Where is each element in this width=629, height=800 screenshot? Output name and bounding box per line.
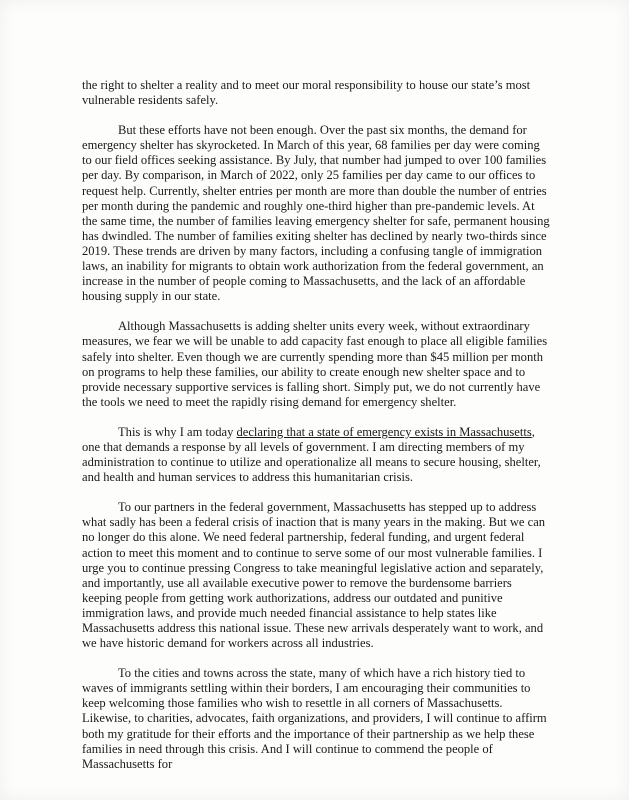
emergency-declaration-underlined: declaring that a state of emergency exists in Massachusetts bbox=[236, 424, 532, 439]
paragraph-shelter-demand: But these efforts have not been enough. Over the past six months, the demand for emergency shelter has skyrocketed. In March of this year, 68 families per day were coming to our field offices seeking assistance. By July, that number had jumped to over 100 families per day. By comparison, in March of 2022, only 25 families per day came to our offices to request help. Currently, shelter entries per month are more than double the number of entries per month during the pandemic and roughly one-third higher than pre-pandemic levels. At the same time, the number of families leaving emergency shelter for safe, permanent housing has dwindled. The number of families exiting shelter has declined by nearly two-thirds since 2019. These trends are driven by many factors, including a confusing tangle of immigration laws, an inability for migrants to obtain work authorization from the federal government, an increase in the number of people coming to Massachusetts, and the lack of an affordable housing supply in our state. bbox=[82, 123, 550, 304]
paragraph-federal-partners: To our partners in the federal government, Massachusetts has stepped up to address what sadly has been a federal crisis of inaction that is many years in the making. But we can no longer do this alone. We need federal partnership, federal funding, and urgent federal action to meet this moment and to continue to serve some of our most vulnerable families. I urge you to continue pressing Congress to take meaningful legislative action and separately, and importantly, use all available executive power to remove the burdensome barriers keeping people from getting work authorizations, address our outdated and punitive immigration laws, and provide much needed financial assistance to help states like Massachusetts address this national issue. These new arrivals desperately want to work, and we have historic demand for workers across all industries. bbox=[82, 500, 546, 651]
letter-body bbox=[82, 78, 552, 787]
paragraph-state-of-emergency bbox=[82, 425, 552, 485]
paragraph-cities-and-towns: To the cities and towns across the state, many of which have a rich history tied to waves of immigrants settling within their borders, I am encouraging their communities to keep welcoming those families who wish to resettle in all corners of Massachusetts. Likewise, to charities, advocates, faith organizations, and providers, I will continue to affirm both my gratitude for their efforts and the importance of their partnership as we help these families in need through this crisis. And I will continue to commend the people of Massachusetts for bbox=[82, 666, 547, 771]
paragraph-shelter-capacity: Although Massachusetts is adding shelter units every week, without extraordinary measures, we fear we will be unable to add capacity fast enough to place all eligible families safely into shelter. Even though we are currently spending more than $45 million per month on programs to help these families, our ability to create enough new shelter space and to provide necessary supportive services is falling short. Simply put, we do not currently have the tools we need to meet the rapidly rising demand for emergency shelter. bbox=[82, 319, 548, 409]
emergency-text-after: , one that demands a response by all levels of government. I am directing members of my administration to continue to utilize and operationalize all means to secure housing, shelter, and health and human services to address this humanitarian crisis. bbox=[82, 424, 541, 485]
paragraph-continuation: the right to shelter a reality and to meet our moral responsibility to house our state’s most vulnerable residents safely. bbox=[82, 78, 531, 108]
emergency-text-before: This is why I am today bbox=[118, 424, 237, 439]
